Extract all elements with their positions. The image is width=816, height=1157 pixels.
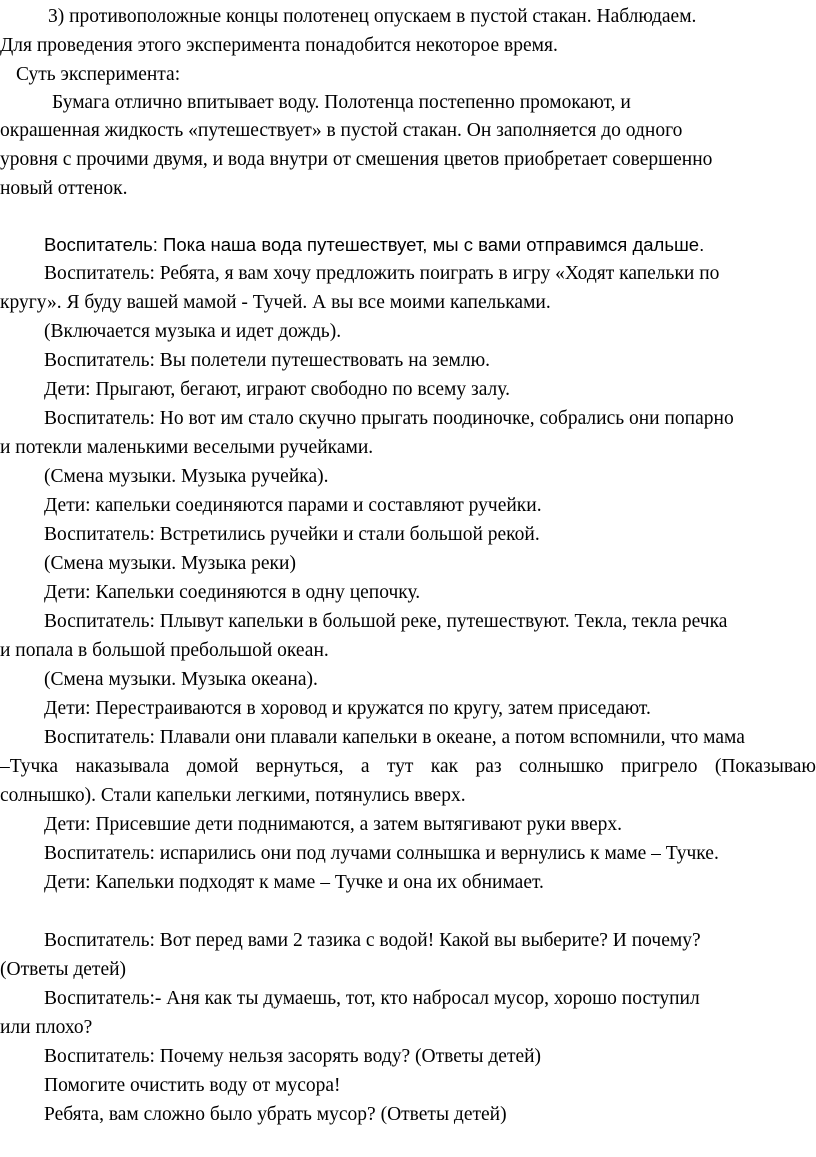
text-line: Воспитатель: Пока наша вода путешествует, мы с вами отправимся дальше. — [44, 234, 705, 255]
text-line: (Смена музыки. Музыка океана). — [44, 669, 318, 690]
text-line: Дети: капельки соединяются парами и составляют ручейки. — [44, 495, 542, 516]
text-line: Дети: Присевшие дети поднимаются, а затем вытягивают руки вверх. — [44, 814, 623, 835]
text-line: (Смена музыки. Музыка ручейка). — [44, 466, 329, 487]
text-line: Дети: Перестраиваются в хоровод и кружатся по кругу, затем приседают. — [44, 698, 651, 719]
text-line: Ребята, вам сложно было убрать мусор? (Ответы детей) — [44, 1104, 507, 1125]
text-line: (Смена музыки. Музыка реки) — [44, 553, 296, 574]
text-line: Дети: Капельки соединяются в одну цепочку. — [44, 582, 421, 603]
text-line: Для проведения этого эксперимента понадобится некоторое время. — [0, 35, 558, 56]
text-line: Воспитатель: Почему нельзя засорять воду? (Ответы детей) — [44, 1046, 542, 1067]
text-line: и потекли маленькими веселыми ручейками. — [0, 437, 374, 458]
text-line: Помогите очистить воду от мусора! — [44, 1075, 341, 1096]
text-line: уровня с прочими двумя, и вода внутри от смешения цветов приобретает совершенно — [0, 149, 713, 170]
text-line: Воспитатель: Встретились ручейки и стали большой рекой. — [44, 524, 540, 545]
text-line: –Тучка наказывала домой вернуться, а тут как раз солнышко пригрело (Показываю — [0, 756, 816, 777]
text-line: Воспитатель: Плавали они плавали капельки в океане, а потом вспомнили, что мама — [44, 727, 745, 748]
text-line: Дети: Капельки подходят к маме – Тучке и она их обнимает. — [44, 872, 544, 893]
text-line: 3) противоположные концы полотенец опускаем в пустой стакан. Наблюдаем. — [48, 6, 697, 27]
text-line: (Ответы детей) — [0, 959, 127, 980]
text-line: или плохо? — [0, 1017, 93, 1038]
text-line: Воспитатель: Ребята, я вам хочу предложить поиграть в игру «Ходят капельки по — [44, 263, 720, 284]
text-line: Воспитатель: Вы полетели путешествовать на землю. — [44, 350, 491, 371]
text-line: (Включается музыка и идет дождь). — [44, 321, 342, 342]
text-line: Воспитатель:- Аня как ты думаешь, тот, кто набросал мусор, хорошо поступил — [44, 988, 700, 1009]
text-line: Воспитатель: Вот перед вами 2 тазика с водой! Какой вы выберите? И почему? — [44, 930, 701, 951]
text-line: Суть эксперимента: — [16, 64, 181, 85]
text-line: окрашенная жидкость «путешествует» в пустой стакан. Он заполняется до одного — [0, 120, 683, 141]
text-line: Воспитатель: Но вот им стало скучно прыгать поодиночке, собрались они попарно — [44, 408, 734, 429]
text-line: и попала в большой пребольшой океан. — [0, 640, 329, 661]
text-line: солнышко). Стали капельки легкими, потянулись вверх. — [0, 785, 466, 806]
text-line: кругу». Я буду вашей мамой - Тучей. А вы все моими капельками. — [0, 292, 551, 313]
text-line: новый оттенок. — [0, 178, 128, 199]
text-line: Бумага отлично впитывает воду. Полотенца постепенно промокают, и — [52, 92, 631, 113]
text-line: Воспитатель: испарились они под лучами солнышка и вернулись к маме – Тучке. — [44, 843, 719, 864]
text-line: Дети: Прыгают, бегают, играют свободно по всему залу. — [44, 379, 510, 400]
text-line: Воспитатель: Плывут капельки в большой реке, путешествуют. Текла, текла речка — [44, 611, 728, 632]
